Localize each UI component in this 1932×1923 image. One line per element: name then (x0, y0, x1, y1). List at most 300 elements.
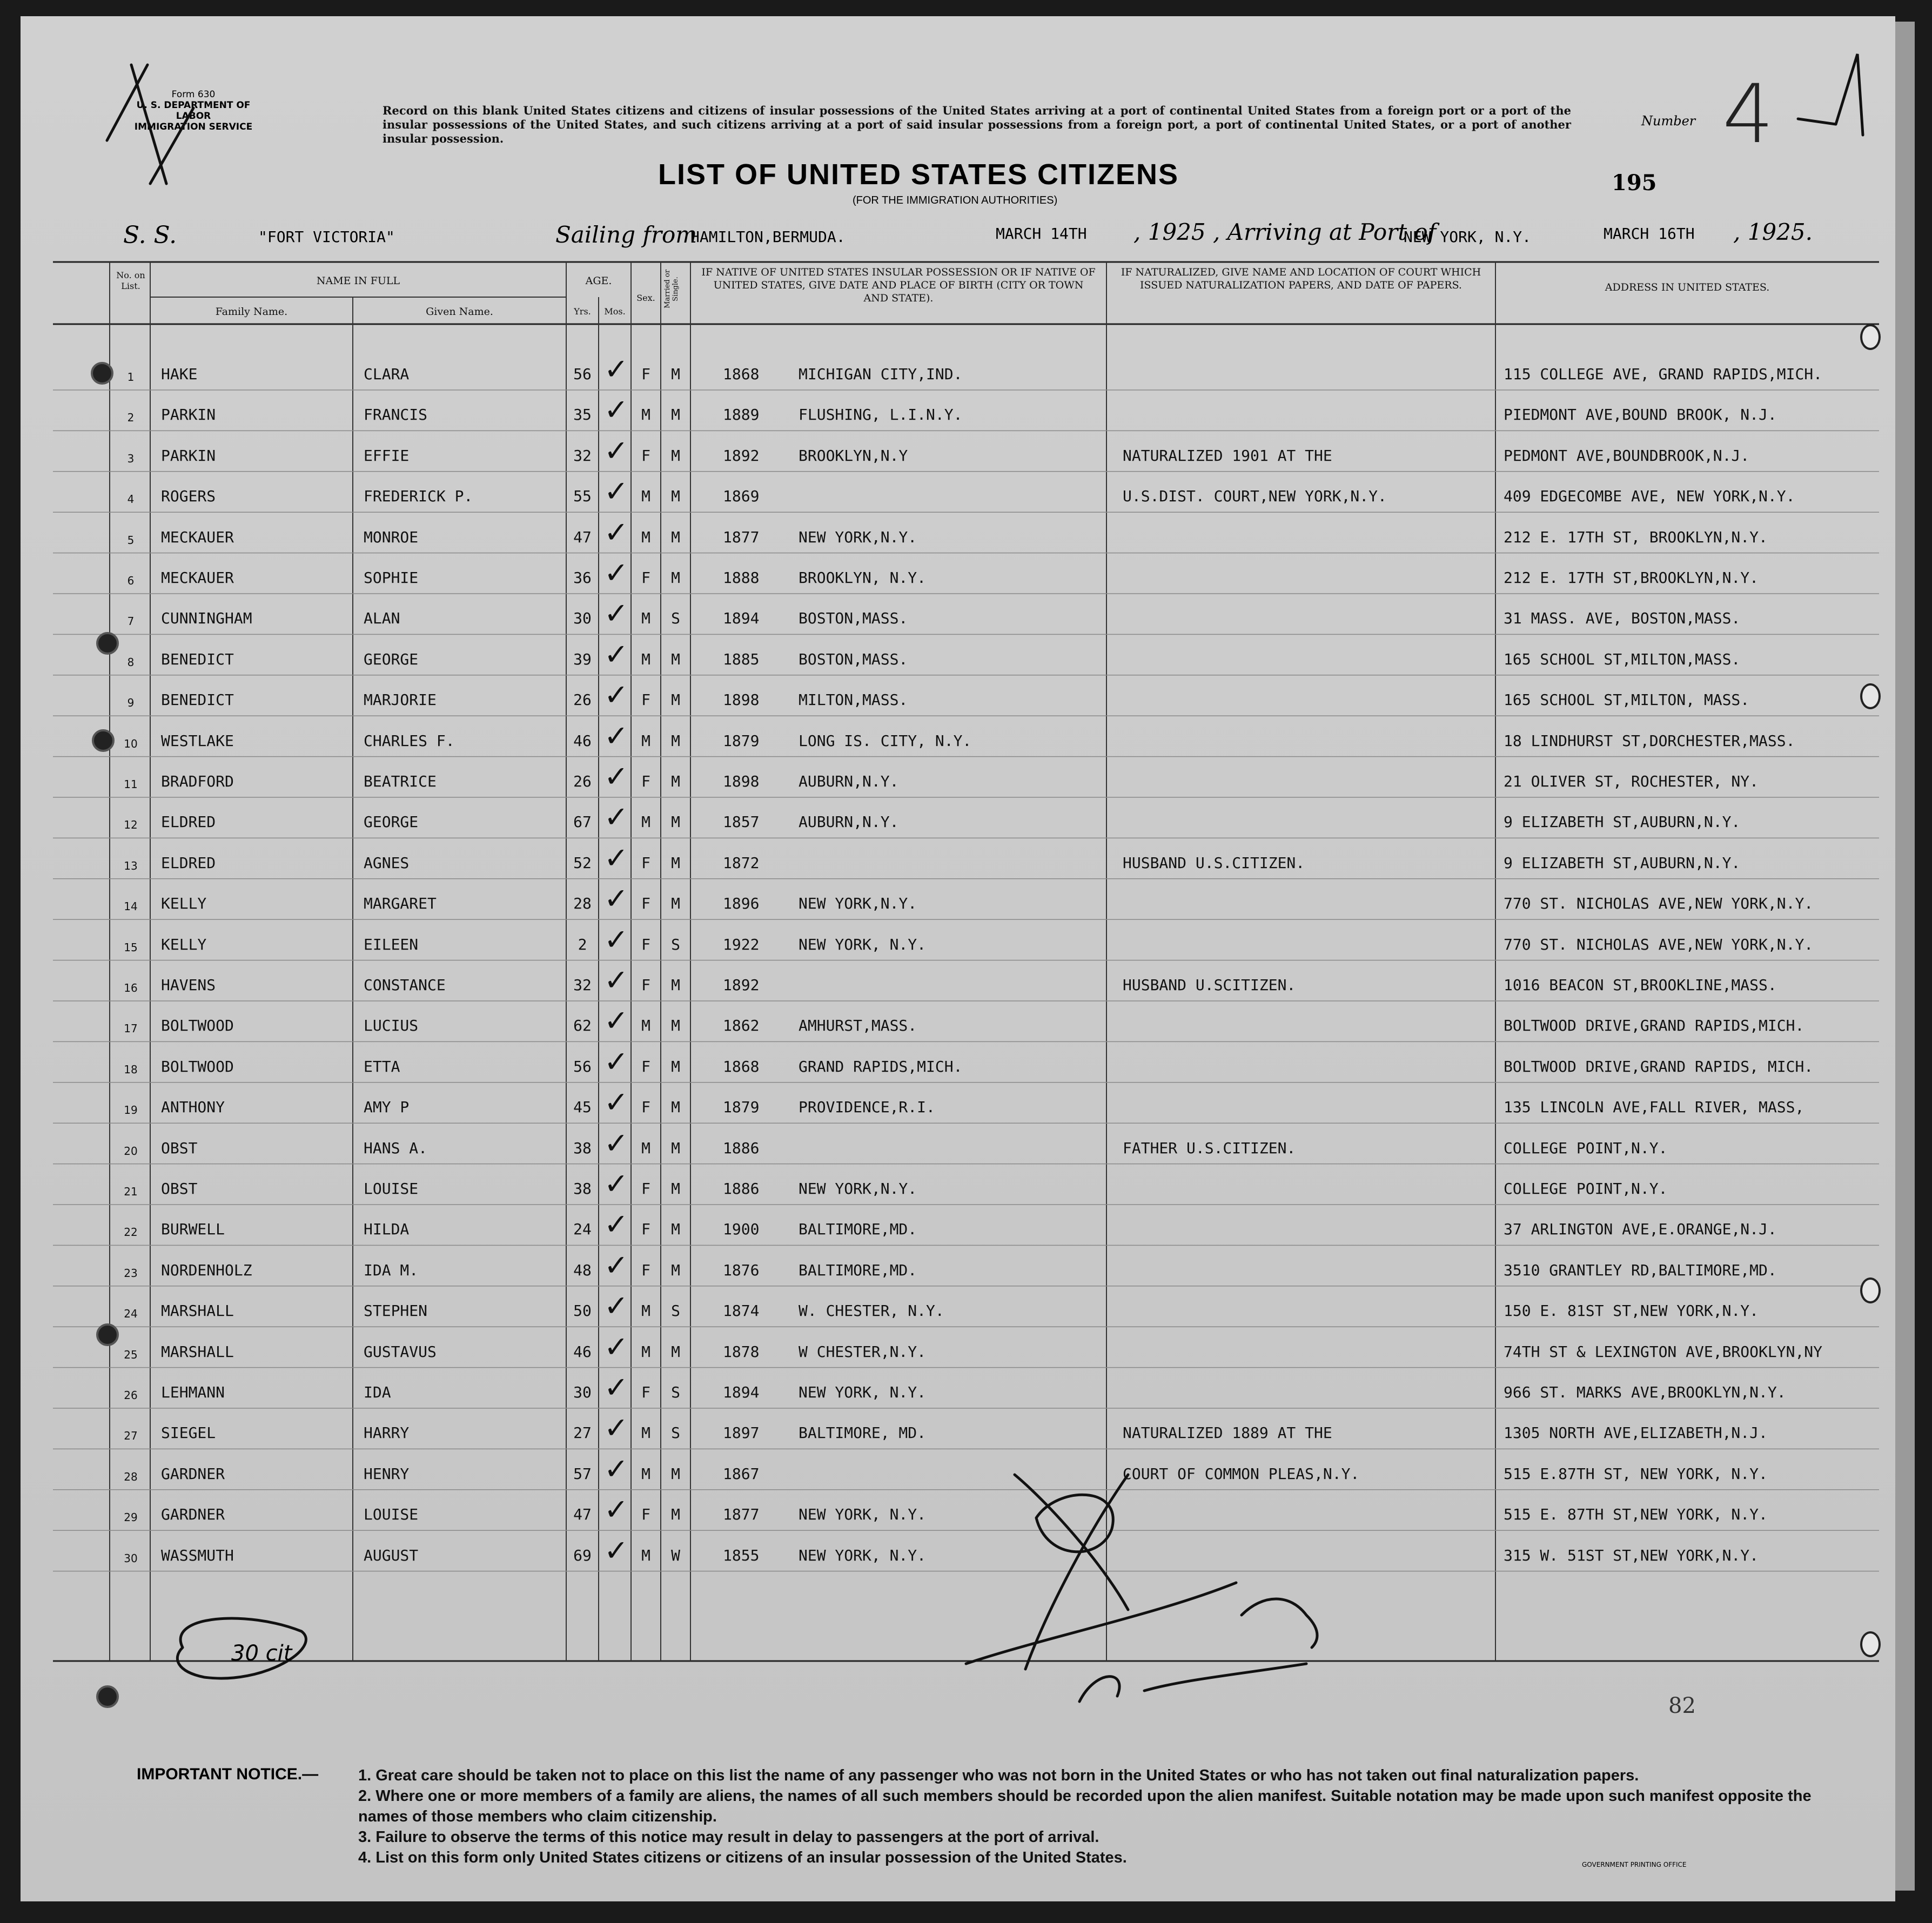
row-number: 12 (124, 818, 138, 832)
given-name: SOPHIE (364, 569, 419, 587)
birth-year: 1889 (723, 406, 760, 424)
birth-year: 1894 (723, 609, 760, 628)
service: IMMIGRATION SERVICE (134, 122, 253, 132)
arriving-date: MARCH 16TH (1604, 225, 1695, 243)
marital-status: M (671, 1261, 680, 1279)
check-mark-icon: ✓ (604, 352, 629, 386)
binder-hole (96, 1685, 119, 1708)
family-name: OBST (161, 1139, 198, 1157)
birth-place: BALTIMORE,MD. (799, 1220, 917, 1239)
given-name: MARGARET (364, 895, 437, 913)
marital-status: S (671, 935, 680, 953)
family-name: BOLTWOOD (161, 1057, 234, 1075)
birth-year: 1879 (723, 1098, 760, 1117)
birth-place: NEW YORK,N.Y. (799, 1180, 917, 1198)
birth-year: 1898 (723, 691, 760, 709)
birth-place: FLUSHING, L.I.N.Y. (799, 406, 963, 424)
sailing-label: Sailing from (555, 221, 697, 248)
check-mark-icon: ✓ (604, 1167, 629, 1201)
department: U. S. DEPARTMENT OF LABOR (136, 100, 251, 122)
us-address: 212 E. 17TH ST,BROOKLYN,N.Y. (1504, 569, 1759, 587)
row-number: 17 (124, 1022, 138, 1036)
family-name: MECKAUER (161, 569, 234, 587)
family-name: HAVENS (161, 976, 216, 994)
row-number: 19 (124, 1104, 138, 1117)
marital-status: M (671, 853, 680, 872)
family-name: OBST (161, 1180, 198, 1198)
sex: F (641, 446, 650, 465)
marital-status: M (671, 1017, 680, 1035)
check-mark-icon: ✓ (604, 759, 629, 794)
given-name: GEORGE (364, 650, 419, 668)
header-naturalized: IF NATURALIZED, GIVE NAME AND LOCATION OF COURT WHICH ISSUED NATURALIZATION PAPERS, AND DATE OF PAPERS. (1121, 266, 1481, 291)
check-mark-icon: ✓ (604, 841, 629, 875)
birth-place: NEW YORK, N.Y. (799, 1505, 927, 1524)
given-name: CLARA (364, 365, 410, 383)
us-address: 966 ST. MARKS AVE,BROOKLYN,N.Y. (1504, 1383, 1786, 1401)
birth-year: 1892 (723, 446, 760, 465)
us-address: 515 E. 87TH ST,NEW YORK, N.Y. (1504, 1505, 1768, 1524)
ship-name: "FORT VICTORIA" (258, 228, 395, 246)
row-number: 3 (127, 452, 135, 465)
row-number: 8 (127, 655, 135, 669)
binder-hole (1860, 1631, 1881, 1657)
age-years: 47 (573, 528, 592, 546)
family-name: BRADFORD (161, 772, 234, 790)
marital-status: M (671, 976, 680, 994)
sex: F (641, 569, 650, 587)
naturalization: NATURALIZED 1901 AT THE (1123, 446, 1332, 465)
birth-place: W CHESTER,N.Y. (799, 1342, 927, 1361)
marital-status: M (671, 446, 680, 465)
sex: F (641, 1180, 650, 1198)
us-address: COLLEGE POINT,N.Y. (1504, 1180, 1668, 1198)
sex: M (641, 813, 650, 831)
check-mark-icon: ✓ (604, 882, 629, 916)
birth-year: 1872 (723, 853, 760, 872)
us-address: BOLTWOOD DRIVE,GRAND RAPIDS, MICH. (1504, 1057, 1814, 1075)
naturalization: COURT OF COMMON PLEAS,N.Y. (1123, 1464, 1360, 1483)
marital-status: M (671, 731, 680, 750)
check-mark-icon: ✓ (604, 515, 629, 549)
birth-year: 1897 (723, 1424, 760, 1442)
family-name: BURWELL (161, 1220, 225, 1239)
birth-year: 1876 (723, 1261, 760, 1279)
check-mark-icon: ✓ (604, 1411, 629, 1445)
sex: F (641, 935, 650, 953)
age-years: 46 (573, 731, 592, 750)
family-name: GARDNER (161, 1505, 225, 1524)
check-mark-icon: ✓ (604, 433, 629, 468)
family-name: BENEDICT (161, 691, 234, 709)
arriving-year: , 1925. (1733, 219, 1813, 245)
check-mark-icon: ✓ (604, 1044, 629, 1079)
given-name: LOUISE (364, 1505, 419, 1524)
birth-year: 1885 (723, 650, 760, 668)
binder-hole (1860, 683, 1881, 709)
given-name: MARJORIE (364, 691, 437, 709)
check-mark-icon: ✓ (604, 474, 629, 509)
row-number: 4 (127, 493, 135, 506)
printing-office: GOVERNMENT PRINTING OFFICE (1582, 1861, 1687, 1868)
family-name: ANTHONY (161, 1098, 225, 1117)
family-name: ROGERS (161, 487, 216, 506)
row-number: 1 (127, 371, 135, 384)
age-years: 28 (573, 895, 592, 913)
check-mark-icon: ✓ (604, 1207, 629, 1242)
sex: M (641, 650, 650, 668)
sex: M (641, 1017, 650, 1035)
sex: F (641, 1098, 650, 1117)
header-name-in-full: NAME IN FULL (316, 275, 400, 287)
check-mark-icon: ✓ (604, 800, 629, 835)
number-label: Number (1641, 113, 1696, 129)
given-name: IDA M. (364, 1261, 419, 1279)
age-years: 45 (573, 1098, 592, 1117)
us-address: PEDMONT AVE,BOUNDBROOK,N.J. (1504, 446, 1750, 465)
row-number: 24 (124, 1307, 138, 1321)
marital-status: M (671, 1342, 680, 1361)
birth-place: NEW YORK, N.Y. (799, 1383, 927, 1401)
family-name: ELDRED (161, 813, 216, 831)
family-name: WASSMUTH (161, 1546, 234, 1564)
us-address: 74TH ST & LEXINGTON AVE,BROOKLYN,NY (1504, 1342, 1823, 1361)
marital-status: M (671, 1220, 680, 1239)
birth-place: NEW YORK, N.Y. (799, 1546, 927, 1564)
number-value: 4 (1722, 68, 1774, 162)
check-mark-icon: ✓ (604, 637, 629, 671)
check-mark-icon: ✓ (604, 1533, 629, 1568)
us-address: 165 SCHOOL ST,MILTON, MASS. (1504, 691, 1750, 709)
row-number: 14 (124, 900, 138, 913)
header-no: No. on List. (116, 270, 145, 291)
age-years: 56 (573, 365, 592, 383)
family-name: PARKIN (161, 446, 216, 465)
age-years: 62 (573, 1017, 592, 1035)
birth-year: 1886 (723, 1180, 760, 1198)
family-name: BOLTWOOD (161, 1017, 234, 1035)
page-subtitle: (FOR THE IMMIGRATION AUTHORITIES) (853, 194, 1058, 206)
birth-year: 1892 (723, 976, 760, 994)
us-address: COLLEGE POINT,N.Y. (1504, 1139, 1668, 1157)
age-years: 47 (573, 1505, 592, 1524)
sex: M (641, 487, 650, 506)
page-edge (1895, 22, 1915, 1891)
ss-label: S. S. (123, 221, 177, 249)
birth-place: PROVIDENCE,R.I. (799, 1098, 935, 1117)
given-name: ETTA (364, 1057, 400, 1075)
row-number: 7 (127, 615, 135, 628)
marital-status: M (671, 487, 680, 506)
age-years: 24 (573, 1220, 592, 1239)
us-address: 165 SCHOOL ST,MILTON,MASS. (1504, 650, 1741, 668)
family-name: MARSHALL (161, 1342, 234, 1361)
marital-status: M (671, 1180, 680, 1198)
sex: M (641, 528, 650, 546)
sex: F (641, 365, 650, 383)
header-yrs: Yrs. (574, 306, 591, 317)
age-years: 52 (573, 853, 592, 872)
us-address: 315 W. 51ST ST,NEW YORK,N.Y. (1504, 1546, 1759, 1564)
age-years: 57 (573, 1464, 592, 1483)
family-name: BENEDICT (161, 650, 234, 668)
marital-status: M (671, 813, 680, 831)
notice-item-2: 2. Where one or more members of a family are aliens, the names of all such members should be recorded upon the alien manifest. Suitable notation may be made upon such manifest opposite the names of those members who claim citizenship. (358, 1787, 1812, 1825)
page-title: LIST OF UNITED STATES CITIZENS (658, 158, 1179, 191)
marital-status: S (671, 1424, 680, 1442)
given-name: HARRY (364, 1424, 410, 1442)
birth-year: 1894 (723, 1383, 760, 1401)
birth-year: 1886 (723, 1139, 760, 1157)
us-address: 9 ELIZABETH ST,AUBURN,N.Y. (1504, 813, 1741, 831)
birth-year: 1922 (723, 935, 760, 953)
sex: F (641, 1505, 650, 1524)
birth-year: 1898 (723, 772, 760, 790)
family-name: CUNNINGHAM (161, 609, 252, 628)
sex: M (641, 731, 650, 750)
row-number: 20 (124, 1144, 138, 1158)
given-name: LUCIUS (364, 1017, 419, 1035)
list-number: 195 (1612, 170, 1657, 196)
check-mark-icon: ✓ (604, 393, 629, 427)
age-years: 39 (573, 650, 592, 668)
marital-status: W (671, 1546, 680, 1564)
given-name: ALAN (364, 609, 400, 628)
sex: F (641, 1220, 650, 1239)
us-address: 115 COLLEGE AVE, GRAND RAPIDS,MICH. (1504, 365, 1823, 383)
sex: F (641, 895, 650, 913)
sex: M (641, 1464, 650, 1483)
family-name: HAKE (161, 365, 198, 383)
family-name: GARDNER (161, 1464, 225, 1483)
given-name: FREDERICK P. (364, 487, 473, 506)
given-name: GUSTAVUS (364, 1342, 437, 1361)
given-name: MONROE (364, 528, 419, 546)
age-years: 26 (573, 772, 592, 790)
birth-place: W. CHESTER, N.Y. (799, 1302, 944, 1320)
sex: F (641, 853, 650, 872)
marital-status: M (671, 895, 680, 913)
sex: F (641, 772, 650, 790)
family-name: KELLY (161, 935, 207, 953)
header-birth: IF NATIVE OF UNITED STATES INSULAR POSSESSION OR IF NATIVE OF UNITED STATES, GIVE DATE AND PLACE OF BIRTH (CITY OR TOWN AND STATE). (701, 266, 1096, 304)
row-number: 27 (124, 1429, 138, 1443)
arriving-port: NEW YORK, N.Y. (1404, 228, 1532, 246)
row-number: 9 (127, 696, 135, 710)
row-number: 6 (127, 574, 135, 587)
given-name: AMY P (364, 1098, 410, 1117)
age-years: 38 (573, 1139, 592, 1157)
us-address: PIEDMONT AVE,BOUND BROOK, N.J. (1504, 406, 1777, 424)
birth-place: BROOKLYN,N.Y (799, 446, 908, 465)
header-family-name: Family Name. (215, 306, 288, 318)
us-address: 18 LINDHURST ST,DORCHESTER,MASS. (1504, 731, 1795, 750)
sex: M (641, 1342, 650, 1361)
notice-item-1: 1. Great care should be taken not to place on this list the name of any passenger who was not born in the United States or who has not taken out final naturalization papers. (358, 1767, 1639, 1784)
birth-year: 1862 (723, 1017, 760, 1035)
age-years: 26 (573, 691, 592, 709)
check-mark-icon: ✓ (604, 556, 629, 590)
row-number: 18 (124, 1063, 138, 1076)
birth-place: NEW YORK,N.Y. (799, 528, 917, 546)
given-name: LOUISE (364, 1180, 419, 1198)
check-mark-icon: ✓ (604, 1492, 629, 1527)
birth-year: 1868 (723, 1057, 760, 1075)
birth-place: BALTIMORE, MD. (799, 1424, 927, 1442)
naturalization: NATURALIZED 1889 AT THE (1123, 1424, 1332, 1442)
family-name: MARSHALL (161, 1302, 234, 1320)
age-years: 67 (573, 813, 592, 831)
sailing-date: MARCH 14TH (996, 225, 1087, 243)
row-number: 28 (124, 1470, 138, 1483)
birth-place: BOSTON,MASS. (799, 650, 908, 668)
birth-place: LONG IS. CITY, N.Y. (799, 731, 972, 750)
instructions: Record on this blank United States citizens and citizens of insular possessions of the United States arriving at a port of continental United States from a foreign port or a port of the insular possessions of the United States, and such citizens arriving at a port of said insular possessions from a foreign port, a port of continental United States, or a port of another insular possession. (383, 104, 1571, 145)
row-number: 2 (127, 411, 135, 425)
family-name: PARKIN (161, 406, 216, 424)
birth-year: 1896 (723, 895, 760, 913)
marital-status: M (671, 691, 680, 709)
sex: F (641, 976, 650, 994)
check-mark-icon: ✓ (604, 678, 629, 712)
check-mark-icon: ✓ (604, 1085, 629, 1120)
given-name: BEATRICE (364, 772, 437, 790)
naturalization: U.S.DIST. COURT,NEW YORK,N.Y. (1123, 487, 1387, 506)
us-address: 135 LINCOLN AVE,FALL RIVER, MASS, (1504, 1098, 1804, 1117)
sex: M (641, 1424, 650, 1442)
given-name: EILEEN (364, 935, 419, 953)
marital-status: M (671, 650, 680, 668)
sailing-year: , 1925 , Arriving at Port of (1133, 219, 1437, 245)
age-years: 55 (573, 487, 592, 506)
check-mark-icon: ✓ (604, 718, 629, 753)
header-sex: Sex. (636, 293, 655, 303)
age-years: 50 (573, 1302, 592, 1320)
check-mark-icon: ✓ (604, 1329, 629, 1364)
birth-year: 1855 (723, 1546, 760, 1564)
age-years: 36 (573, 569, 592, 587)
given-name: CHARLES F. (364, 731, 455, 750)
birth-place: AUBURN,N.Y. (799, 772, 899, 790)
given-name: HENRY (364, 1464, 410, 1483)
check-mark-icon: ✓ (604, 1004, 629, 1038)
check-mark-icon: ✓ (604, 1248, 629, 1282)
sex: M (641, 1546, 650, 1564)
us-address: 31 MASS. AVE, BOSTON,MASS. (1504, 609, 1741, 628)
marital-status: M (671, 1057, 680, 1075)
row-number: 5 (127, 533, 135, 547)
given-name: IDA (364, 1383, 391, 1401)
age-years: 2 (578, 935, 587, 953)
age-years: 38 (573, 1180, 592, 1198)
family-name: NORDENHOLZ (161, 1261, 252, 1279)
notice-item-4: 4. List on this form only United States citizens or citizens of an insular possession of the United States. (358, 1849, 1127, 1866)
row-number: 15 (124, 940, 138, 954)
us-address: 3510 GRANTLEY RD,BALTIMORE,MD. (1504, 1261, 1777, 1279)
birth-year: 1867 (723, 1464, 760, 1483)
given-name: FRANCIS (364, 406, 428, 424)
binder-hole (92, 729, 115, 752)
us-address: 515 E.87TH ST, NEW YORK, N.Y. (1504, 1464, 1768, 1483)
row-number: 25 (124, 1348, 138, 1361)
marital-status: M (671, 772, 680, 790)
marital-status: M (671, 406, 680, 424)
marital-status: M (671, 365, 680, 383)
marital-status: M (671, 569, 680, 587)
birth-place: MICHIGAN CITY,IND. (799, 365, 963, 383)
given-name: GEORGE (364, 813, 419, 831)
sex: F (641, 1383, 650, 1401)
form-number: Form 630 (171, 89, 216, 100)
birth-year: 1888 (723, 569, 760, 587)
birth-year: 1877 (723, 528, 760, 546)
age-years: 30 (573, 1383, 592, 1401)
row-number: 16 (124, 981, 138, 994)
age-years: 48 (573, 1261, 592, 1279)
family-name: MECKAUER (161, 528, 234, 546)
marital-status: M (671, 1505, 680, 1524)
us-address: 1016 BEACON ST,BROOKLINE,MASS. (1504, 976, 1777, 994)
marital-status: S (671, 1302, 680, 1320)
row-number: 10 (124, 737, 138, 750)
birth-year: 1874 (723, 1302, 760, 1320)
row-number: 26 (124, 1389, 138, 1402)
age-years: 32 (573, 446, 592, 465)
birth-year: 1869 (723, 487, 760, 506)
row-number: 11 (124, 778, 138, 791)
row-number: 21 (124, 1185, 138, 1198)
naturalization: FATHER U.S.CITIZEN. (1123, 1139, 1296, 1157)
birth-year: 1868 (723, 365, 760, 383)
age-years: 56 (573, 1057, 592, 1075)
birth-year: 1878 (723, 1342, 760, 1361)
row-number: 13 (124, 859, 138, 872)
row-number: 22 (124, 1226, 138, 1239)
birth-place: NEW YORK, N.Y. (799, 935, 927, 953)
given-name: HANS A. (364, 1139, 428, 1157)
page-number: 82 (1668, 1693, 1696, 1718)
binder-hole (1860, 324, 1881, 350)
manifest-sheet (21, 16, 1895, 1901)
check-mark-icon: ✓ (604, 922, 629, 957)
row-number: 29 (124, 1511, 138, 1524)
header-age: AGE. (585, 275, 612, 287)
us-address: 9 ELIZABETH ST,AUBURN,N.Y. (1504, 853, 1741, 872)
binder-hole (91, 362, 113, 385)
binder-hole (1860, 1277, 1881, 1303)
sex: F (641, 1057, 650, 1075)
naturalization: HUSBAND U.SCITIZEN. (1123, 976, 1296, 994)
us-address: 150 E. 81ST ST,NEW YORK,N.Y. (1504, 1302, 1759, 1320)
header-given-name: Given Name. (426, 306, 493, 318)
us-address: 1305 NORTH AVE,ELIZABETH,N.J. (1504, 1424, 1768, 1442)
sex: F (641, 691, 650, 709)
us-address: 37 ARLINGTON AVE,E.ORANGE,N.J. (1504, 1220, 1777, 1239)
us-address: BOLTWOOD DRIVE,GRAND RAPIDS,MICH. (1504, 1017, 1804, 1035)
check-mark-icon: ✓ (604, 596, 629, 631)
us-address: 409 EDGECOMBE AVE, NEW YORK,N.Y. (1504, 487, 1795, 506)
family-name: KELLY (161, 895, 207, 913)
age-years: 69 (573, 1546, 592, 1564)
birth-place: MILTON,MASS. (799, 691, 908, 709)
birth-place: NEW YORK,N.Y. (799, 895, 917, 913)
birth-place: AMHURST,MASS. (799, 1017, 917, 1035)
age-years: 46 (573, 1342, 592, 1361)
binder-hole (96, 1323, 119, 1346)
age-years: 35 (573, 406, 592, 424)
marital-status: S (671, 609, 680, 628)
check-mark-icon: ✓ (604, 1370, 629, 1404)
